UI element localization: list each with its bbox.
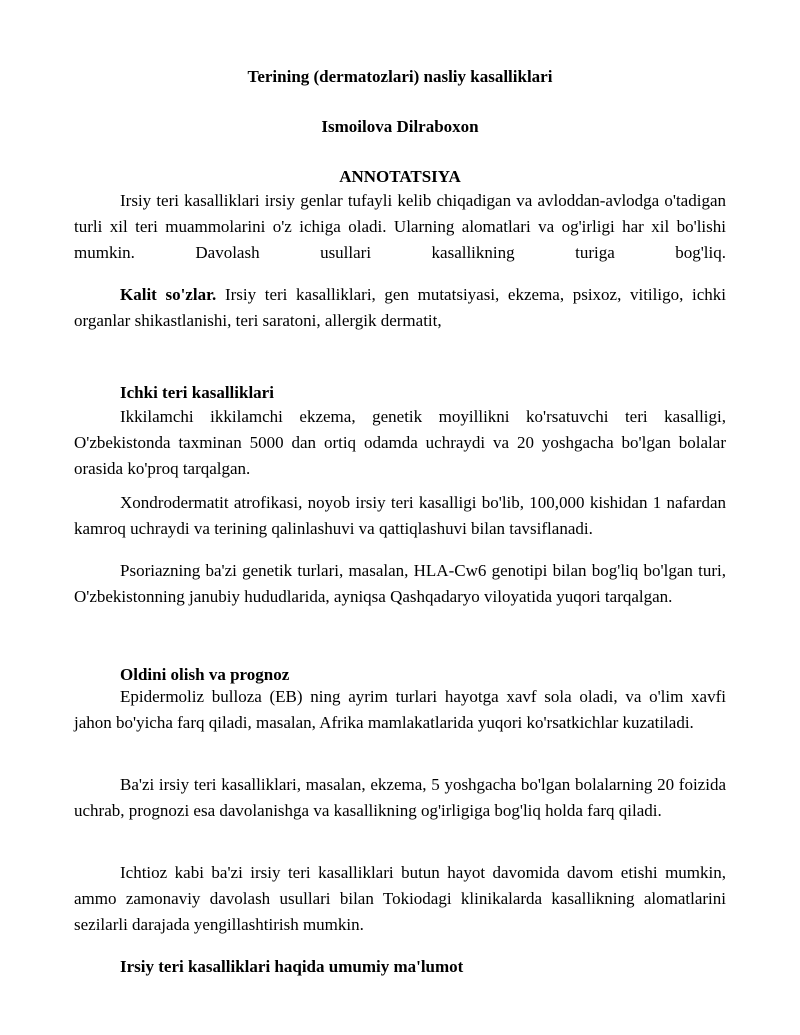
author-name: Ismoilova Dilraboxon xyxy=(321,117,479,136)
section1-paragraph-2: Xondrodermatit atrofikasi, noyob irsiy teri kasalligi bo'lib, 100,000 kishidan 1 nafardan kamroq uchraydi va terining qalinlashuvi va qattiqlashuvi bilan tavsiflanadi. xyxy=(74,493,726,538)
document-title: Terining (dermatozlari) nasliy kasalliklari xyxy=(247,67,553,86)
annotation-paragraph: Irsiy teri kasalliklari irsiy genlar tufayli kelib chiqadigan va avloddan-avlodga o'tadigan turli xil teri muammolarini o'z ichiga oladi. Ularning alomatlari va og'irligi har xil bo'lishi mumkin. Davolash usullari kasallikning turiga bog'liq. xyxy=(74,191,726,262)
keywords-label: Kalit so'zlar. xyxy=(120,285,217,304)
annotation-heading: ANNOTATSIYA xyxy=(339,167,461,186)
section2-paragraph-2: Ba'zi irsiy teri kasalliklari, masalan, ekzema, 5 yoshgacha bo'lgan bolalarning 20 foizida uchrab, prognozi esa davolanishga va kasallikning og'irligiga bog'liq holda farq qiladi. xyxy=(74,775,726,820)
section-heading-internal-diseases: Ichki teri kasalliklari xyxy=(120,383,274,402)
section2-paragraph-3: Ichtioz kabi ba'zi irsiy teri kasalliklari butun hayot davomida davom etishi mumkin, ammo zamonaviy davolash usullari bilan Tokiodagi klinikalarda kasallikning alomatlarini sezilarli darajada yengillashtirish mumkin. xyxy=(74,863,726,934)
keywords-text: Irsiy teri kasalliklari, gen mutatsiyasi, ekzema, psixoz, vitiligo, ichki organlar shikastlanishi, teri saratoni, allergik dermatit, xyxy=(74,285,726,330)
section1-paragraph-1: Ikkilamchi ikkilamchi ekzema, genetik moyillikni ko'rsatuvchi teri kasalligi, O'zbekistonda taxminan 5000 dan ortiq odamda uchraydi va 20 yoshgacha bo'lgan bolalar orasida ko'proq tarqalgan. xyxy=(74,407,726,478)
keywords-paragraph xyxy=(74,282,726,334)
section2-paragraph-1: Epidermoliz bulloza (EB) ning ayrim turlari hayotga xavf sola oladi, va o'lim xavfi jahon bo'yicha farq qiladi, masalan, Afrika mamlakatlarida yuqori ko'rsatkichlar kuzatiladi. xyxy=(74,687,726,732)
section-heading-general-info: Irsiy teri kasalliklari haqida umumiy ma'lumot xyxy=(120,957,464,976)
section-heading-prevention: Oldini olish va prognoz xyxy=(120,665,290,684)
section1-paragraph-3: Psoriazning ba'zi genetik turlari, masalan, HLA-Cw6 genotipi bilan bog'liq bo'lgan turi, O'zbekistonning janubiy hududlarida, ayniqsa Qashqadaryo viloyatida yuqori tarqalgan. xyxy=(74,561,726,606)
